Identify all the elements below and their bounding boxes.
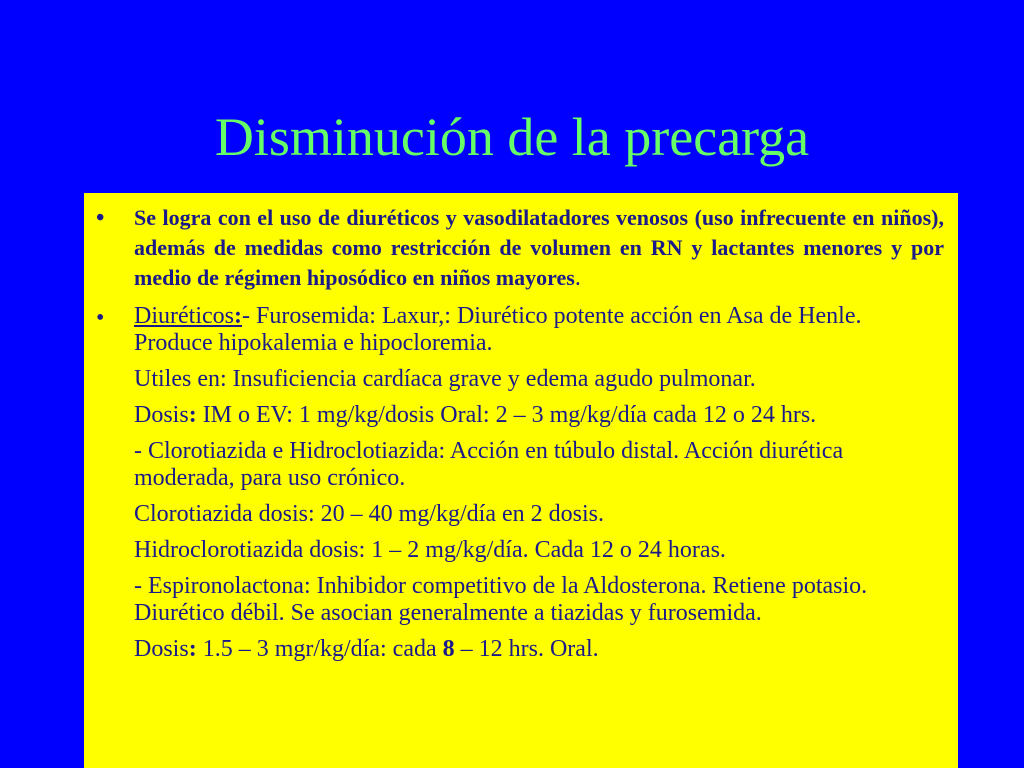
paragraph-espironolactona: - Espironolactona: Inhibidor competitivo de la Aldosterona. Retiene potasio. Diurético débil. Se asocian generalmente a tiazidas y furosemida. — [134, 573, 868, 626]
dosis-espironolactona-end: – 12 hrs. Oral. — [454, 636, 599, 662]
dosis-espironolactona-bold: 8 — [442, 636, 455, 662]
slide-title: Disminución de la precarga — [214, 107, 810, 167]
dosis-colon: : — [188, 402, 197, 428]
diureticos-term: Diuréticos — [134, 303, 234, 329]
dosis-espironolactona-mid: 1.5 – 3 mgr/kg/día: cada — [196, 636, 443, 662]
bullet-marker: • — [96, 305, 105, 331]
dosis-colon: : — [188, 636, 197, 662]
content-box — [84, 193, 958, 768]
paragraph-hidroclorotiazida-dosis: Hidroclorotiazida dosis: 1 – 2 mg/kg/día. Cada 12 o 24 horas. — [134, 537, 726, 563]
bullet-marker: • — [96, 205, 105, 231]
bullet-item-1 — [96, 203, 944, 293]
paragraph-utiles: Utiles en: Insuficiencia cardíaca grave y edema agudo pulmonar. — [134, 366, 756, 392]
bullet-item-2 — [96, 303, 944, 357]
bullet-2-text: - Furosemida: Laxur,: Diurético potente acción en Asa de Henle. Produce hipokalemia e hipocloremia. — [134, 303, 862, 356]
dosis-label: Dosis — [134, 636, 189, 662]
diureticos-colon: : — [233, 303, 242, 329]
dosis-label: Dosis — [134, 402, 189, 428]
bullet-1-text: Se logra con el uso de diuréticos y vasodilatadores venosos (uso infrecuente en niños), además de medidas como restricción de volumen en RN y lactantes menores y por medio de régimen hiposódico en niños mayores — [134, 205, 944, 290]
paragraph-clorotiazida-intro: - Clorotiazida e Hidroclotiazida: Acción en túbulo distal. Acción diurética moderada, para uso crónico. — [134, 438, 844, 491]
paragraph-clorotiazida-dosis: Clorotiazida dosis: 20 – 40 mg/kg/día en 2 dosis. — [134, 501, 604, 527]
dosis-furosemida-text: IM o EV: 1 mg/kg/dosis Oral: 2 – 3 mg/kg/día cada 12 o 24 hrs. — [196, 402, 817, 428]
bullet-1-end: . — [574, 265, 581, 291]
paragraph-dosis-furosemida — [134, 402, 944, 429]
paragraph-dosis-espironolactona — [134, 636, 944, 663]
